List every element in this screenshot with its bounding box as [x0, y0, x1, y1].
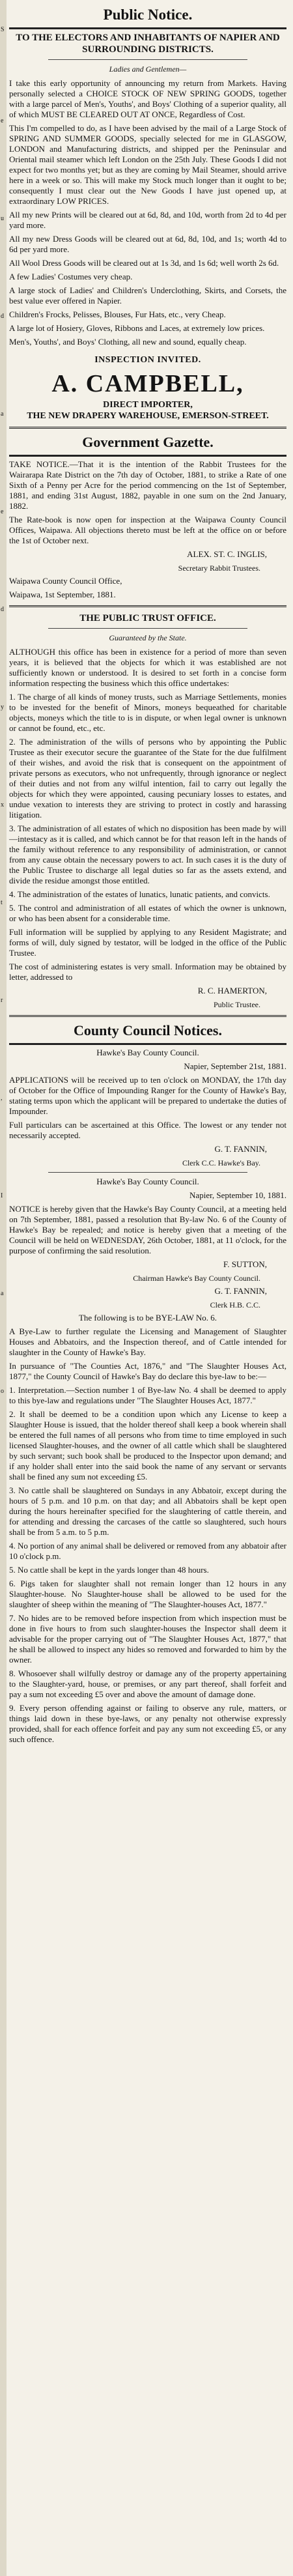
advertiser-title: DIRECT IMPORTER, — [103, 400, 193, 410]
notice-addressee: TO THE ELECTORS AND INHABITANTS OF NAPIER AND SURROUNDING DISTRICTS. — [16, 33, 280, 55]
section-divider — [9, 1015, 286, 1017]
advertiser-address: THE NEW DRAPERY WAREHOUSE, EMERSON-STREET. — [27, 411, 269, 421]
edge-char: , — [1, 1095, 3, 1102]
divider — [9, 455, 286, 457]
notice-paragraph: All Wool Dress Goods will be cleared out at 1s 3d, and 1s 6d; well worth 2s 6d. — [9, 258, 279, 268]
bylaw-paragraph: 3. No cattle shall be slaughtered on Sundays in any Abbatoir, except during the hours of 5 p.m. and 10 p.m. on that day; and all Abbatoirs shall be kept open during the hours hereinafter specified for the slaughtering of cattle therein, and for attending and dressing the carcases of the cattle so slaughtered, such hours shall be from 5 a.m. to 5 p.m. — [9, 1485, 286, 1537]
gazette-place: Waipawa County Council Office, — [9, 576, 122, 586]
advertiser-name: A. CAMPBELL, — [51, 370, 244, 397]
section-divider — [9, 605, 286, 607]
edge-char: S — [1, 26, 5, 33]
bylaw-title: The following is to be BYE-LAW No. 6. — [78, 1313, 217, 1323]
trust-paragraph: 5. The control and administration of all estates of which the owner is unknown, or who has been absent for a considerable time. — [9, 903, 286, 923]
trust-signature: R. C. HAMERTON, — [197, 986, 267, 995]
county-notice-role: Clerk C.C. Hawke's Bay. — [182, 1158, 260, 1167]
edge-char: a — [1, 1290, 4, 1297]
public-trust-office — [9, 612, 286, 1010]
gazette-date: Waipawa, 1st September, 1881. — [9, 590, 116, 599]
edge-char: I — [1, 1192, 3, 1199]
edge-char: d — [1, 313, 4, 320]
notice-paragraph: All my new Prints will be cleared out at 6d, 8d, and 10d, worth from 2d to 4d per yard more. — [9, 210, 286, 230]
section-divider — [9, 427, 286, 429]
edge-char: y — [1, 704, 4, 711]
trust-title: THE PUBLIC TRUST OFFICE. — [79, 613, 216, 623]
divider — [48, 59, 247, 60]
edge-char: u — [1, 215, 4, 222]
county-title: County Council Notices. — [74, 1022, 222, 1038]
county-notice-date: Napier, September 10, 1881. — [189, 1190, 286, 1200]
notice-paragraph: Men's, Youths', and Boys' Clothing, all new and sound, equally cheap. — [9, 337, 247, 347]
government-gazette — [9, 434, 286, 600]
bylaw-paragraph: 5. No cattle shall be kept in the yards longer than 48 hours. — [9, 1565, 209, 1575]
edge-char: r — [1, 997, 3, 1004]
trust-paragraph: Full information will be supplied by applying to any Resident Magistrate; and forms of will, duly signed by testator, will be lodged in the office of the Public Trustee. — [9, 927, 286, 958]
county-council-notices — [9, 1022, 286, 1745]
trust-paragraph: ALTHOUGH this office has been in existence for a period of more than seven years, it is believed that the objects for which it was established are not sufficiently known or understood. It is desired to set forth in a concise form information respecting the business which this office undertakes: — [9, 647, 286, 688]
trust-paragraph: The cost of administering estates is very small. Information may be obtained by letter, addressed to — [9, 962, 286, 982]
gazette-body: The Rate-book is now open for inspection at the Waipawa County Council Offices, Waipawa. All objections thereto must be left at the office on or before the 1st of October next. — [9, 515, 286, 545]
divider — [9, 1043, 286, 1045]
notice-paragraph: I take this early opportunity of announcing my return from Markets. Having personally selected a CHOICE STOCK OF NEW SPRING GOODS, together with a large parcel of Men's, Youths', and Boys' Clothing of a superior quality, all of which MUST BE CLEARED OUT AT ONCE, Regardless of Cost. — [9, 78, 286, 119]
salutation: Ladies and Gentlemen— — [109, 64, 187, 74]
edge-char: o — [1, 1388, 4, 1395]
public-notice-title: Public Notice. — [103, 7, 193, 23]
gazette-signature-role: Secretary Rabbit Trustees. — [178, 564, 260, 573]
county-notice-signature: G. T. FANNIN, — [214, 1144, 267, 1154]
notice-paragraph: This I'm compelled to do, as I have been advised by the mail of a Large Stock of SPRING AND SUMMER GOODS, specially selected for me in GLASGOW, LONDON and Manufacturing districts, and shipped per the Peninsular and Oriental mail steamer which left London on the 25th July. These Goods I did not expect for two months yet; but as they are coming by Mail Steamer, should arrive here in a week or so. This will make my Stock much longer than it ought to be; consequently I must clear out the New Goods I have just opened up, at extraordinary LOW PRICES. — [9, 123, 286, 206]
bylaw-paragraph: 2. It shall be deemed to be a condition upon which any License to keep a Slaughter House is issued, that the holder thereof shall keep a book wherein shall be entered the full names of all persons who from time to time employed in such licensed Slaughter-houses, and the owner of all cattle which shall be slaughtered by such servant; such book shall be produced to the Inspector upon demand; and if any holder shall enter into the said book the name of any servant or servants shall be fined any sum not exceeding £5. — [9, 1409, 286, 1481]
edge-char: t — [1, 899, 3, 906]
divider — [48, 1172, 247, 1173]
county-notice-signature: G. T. FANNIN, — [214, 1286, 267, 1296]
edge-char: a — [1, 410, 4, 418]
trust-subtitle: Guaranteed by the State. — [109, 633, 187, 642]
gazette-signature: ALEX. ST. C. INGLIS, — [187, 549, 267, 559]
bylaw-paragraph: 9. Every person offending against or failing to observe any rule, matters, or things laid down in these bye-laws, or any penalty not otherwise expressly provided, shall for each offence forfeit and pay any sum not exceeding £5, or any such offence. — [9, 1703, 286, 1744]
county-notice-role: Clerk H.B. C.C. — [210, 1300, 260, 1309]
gazette-title: Government Gazette. — [82, 434, 214, 450]
public-notice-advertisement — [9, 7, 286, 422]
bylaw-paragraph: A Bye-Law to further regulate the Licensing and Management of Slaughter Houses and Abbatoirs, and the Inspection thereof, and of Cattle intended for slaughter in the County of Hawke's Bay. — [9, 1326, 286, 1357]
gazette-body: TAKE NOTICE.—That it is the intention of the Rabbit Trustees for the Wairarapa Rate District on the 7th day of October, 1881, to strike a Rate of one Sixth of a Penny per Acre for the period commencing on the 1st of September, 1881, and ending 31st August, 1882, payable in one sum on the 2nd January, 1882. — [9, 459, 286, 511]
bylaw-paragraph: In pursuance of "The Counties Act, 1876," and "The Slaughter Houses Act, 1877," the County Council of Hawke's Bay do declare this bye-law to be:— — [9, 1361, 286, 1381]
bylaw-paragraph: 4. No portion of any animal shall be delivered or removed from any abbatoir after 10 o'clock p.m. — [9, 1541, 286, 1561]
bylaw-paragraph: 6. Pigs taken for slaughter shall not remain longer than 12 hours in any Slaughter-house. No Slaughter-house shall be allowed to be used for the slaughter of sheep within the meaning of "The Slaughter-houses Act, 1877." — [9, 1579, 286, 1609]
bylaw-paragraph: 1. Interpretation.—Section number 1 of Bye-law No. 4 shall be deemed to apply to this bye-law and regulations under "The Slaughter Houses Act, 1877." — [9, 1385, 286, 1405]
trust-paragraph: 3. The administration of all estates of which no disposition has been made by will—intestacy as it is called, and which cannot be for that reason left in the hands of the family without reference to any responsibility of administration, or cannot from any cause obtain the necessary powers to act. In such cases it is the duty of the Public Trustee to discharge all legal duties so far as the assets extend, and divide the residue amongst those entitled. — [9, 823, 286, 885]
notice-paragraph: A few Ladies' Costumes very cheap. — [9, 272, 133, 281]
trust-paragraph: 1. The charge of all kinds of money trusts, such as Marriage Settlements, monies to be invested for the benefit of Minors, moneys bequeathed for charitable objects, moneys which the title to is in dispute, or when legal owner is unknown or cannot be found, etc., etc. — [9, 692, 286, 733]
county-notice-header: Hawke's Bay County Council. — [96, 1048, 199, 1057]
divider — [9, 27, 286, 29]
county-notice-body: NOTICE is hereby given that the Hawke's Bay County Council, at a meeting held on 7th September, 1881, passed a resolution that By-law No. 6 of the County of Hawke's Bay be repealed; and notice is hereby given that a meeting of the Council will be held on WEDNESDAY, 26th October, 1881, at 11 o'clock, for the purpose of confirming the said resolution. — [9, 1204, 286, 1255]
county-notice-body: Full particulars can be ascertained at this Office. The lowest or any tender not necessarily accepted. — [9, 1120, 286, 1140]
trust-signature-role: Public Trustee. — [213, 1000, 260, 1009]
county-notice-signature: F. SUTTON, — [223, 1259, 267, 1269]
county-notice-body: APPLICATIONS will be received up to ten o'clock on MONDAY, the 17th day of October for the Office of Impounding Ranger for the County of Hawke's Bay, stating terms upon which the applicant will be prepared to undertake the duties of Impounder. — [9, 1075, 286, 1116]
edge-char: x — [1, 801, 4, 809]
bylaw-paragraph: 7. No hides are to be removed before inspection from which inspection must be done in five hours to from such slaughter-houses the Inspector shall deem it advisable for the proper carrying out of "The Slaughter Houses Act, 1877," that he shall be allowed to inspect any hides so removed and forwarded to him by the owner. — [9, 1613, 286, 1665]
notice-paragraph: A large stock of Ladies' and Children's Underclothing, Skirts, and Corsets, the best value ever offered in Napier. — [9, 285, 286, 306]
county-notice-role: Chairman Hawke's Bay County Council. — [133, 1274, 260, 1283]
bylaw-paragraph: 8. Whosoever shall wilfully destroy or damage any of the property appertaining to the Slaughter-yard, house, or premises, or any part thereof, shall forfeit and pay a sum not exceeding £5 over and above the amount of damage done. — [9, 1668, 286, 1699]
edge-char: e — [1, 117, 4, 124]
notice-paragraph: All my new Dress Goods will be cleared out at 6d, 8d, 10d, and 1s; worth 4d to 6d per yard more. — [9, 234, 286, 254]
divider — [48, 628, 247, 629]
edge-char: d — [1, 606, 4, 613]
edge-char: e — [1, 508, 4, 515]
trust-paragraph: 2. The administration of the wills of persons who by appointing the Public Trustee as their executor secure the guarantee of the State for the due fulfilment of their wishes, and avoid the risk that is consequent on the appointment of private persons as executors, who not unfrequently, through ignorance or neglect of their duties and not from any wilful intention, fail to carry out legally the objects for which they were appointed, causing pecuniary losses to estates, and undue vexation to interests they are striving to protect in costly and harassing litigation. — [9, 737, 286, 820]
county-notice-header: Hawke's Bay County Council. — [96, 1177, 199, 1186]
inspection-invited: INSPECTION INVITED. — [94, 355, 201, 365]
county-notice-date: Napier, September 21st, 1881. — [184, 1061, 286, 1071]
notice-paragraph: A large lot of Hosiery, Gloves, Ribbons and Laces, at extremely low prices. — [9, 323, 265, 333]
notice-paragraph: Children's Frocks, Pelisses, Blouses, Fur Hats, etc., very Cheap. — [9, 309, 226, 319]
trust-paragraph: 4. The administration of the estates of lunatics, lunatic patients, and convicts. — [9, 889, 270, 899]
